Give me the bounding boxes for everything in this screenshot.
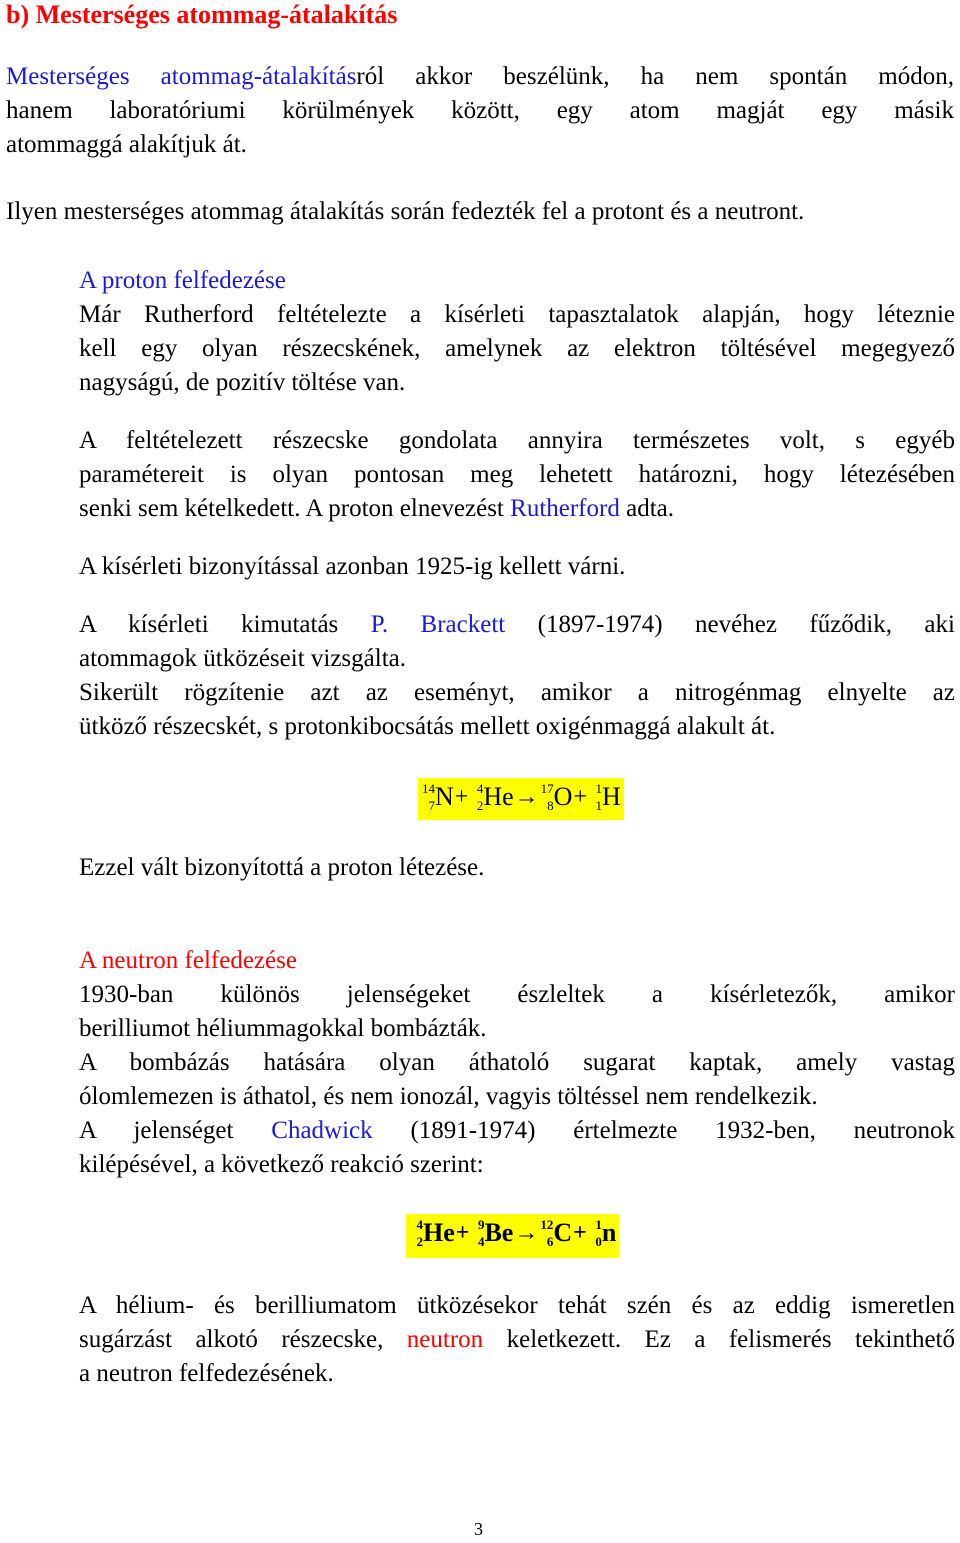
arrow-icon: → — [514, 784, 539, 810]
neutron-final-line-3: a neutron felfedezésének. — [79, 1360, 334, 1387]
proton-p4-line-1 — [79, 608, 955, 642]
o17-isotope-numbers: 17 8 — [540, 781, 554, 813]
brackett-name: P. Brackett — [370, 611, 506, 638]
proton-p2-line-1: A feltételezett részecske gondolata annyira természetes volt, s egyéb — [79, 427, 955, 454]
n14-isotope-numbers: 14 7 — [422, 781, 435, 813]
proton-conclusion: Ezzel vált bizonyítottá a proton létezése. — [79, 854, 485, 881]
intro-line-4: Ilyen mesterséges atommag átalakítás során fedezték fel a protont és a neutront. — [6, 198, 805, 225]
neutron-p2-line-1: A bombázás hatására olyan áthatoló sugarat kaptak, amely vastag — [79, 1049, 955, 1076]
oxygen-symbol: O — [553, 782, 573, 811]
c12-isotope-numbers: 12 6 — [540, 1217, 554, 1249]
neutron-final-text-b: keletkezett. Ez a felismerés tekinthető — [483, 1326, 955, 1353]
proton-p3: A kísérleti bizonyítással azonban 1925-ig kellett várni. — [79, 553, 626, 580]
neutron-term: neutron — [406, 1326, 484, 1353]
proton-p4-text-a: A kísérleti kimutatás — [79, 611, 371, 638]
neutron-p3-text-b: (1891-1974) értelmezte 1932-ben, neutronok — [372, 1117, 955, 1144]
plus-sign: + — [454, 784, 469, 810]
proton-p5-line-2: ütköző részecskét, s protonkibocsátás mellett oxigénmaggá alakult át. — [79, 713, 776, 740]
neutron-final-line-2 — [79, 1323, 955, 1357]
proton-p2-line-2: paramétereit is olyan pontosan meg lehetett határozni, hogy létezésében — [79, 461, 955, 488]
helium-symbol: He — [423, 1218, 455, 1247]
neutron-p3-text-a: A jelenséget — [79, 1117, 272, 1144]
hydrogen-symbol: H — [601, 782, 621, 811]
proton-p4-text-b: (1897-1974) nevéhez fűződik, aki — [505, 611, 955, 638]
rutherford-name: Rutherford — [510, 495, 620, 522]
page-number: 3 — [474, 1519, 483, 1539]
neutron-final-text-a: sugárzást alkotó részecske, — [79, 1326, 407, 1353]
plus-sign: + — [573, 784, 587, 810]
he4-isotope-numbers: 4 2 — [416, 1217, 423, 1249]
beryllium-symbol: Be — [484, 1218, 514, 1247]
intro-term: Mesterséges atommag-átalakítás — [6, 63, 357, 90]
neutron-p3-line-1 — [79, 1114, 955, 1148]
h1-isotope-numbers: 1 1 — [595, 781, 602, 813]
proton-p2-text-b: adta. — [619, 495, 674, 522]
proton-p2-text-a: senki sem kételkedett. A proton elnevezést — [79, 495, 511, 522]
carbon-symbol: C — [553, 1218, 573, 1247]
nitrogen-symbol: N — [435, 782, 454, 811]
intro-line-3: atommaggá alakítjuk át. — [6, 131, 247, 158]
plus-sign: + — [455, 1220, 470, 1246]
neutron-p1-line-1: 1930-ban különös jelenségeket észleltek a kísérletezők, amikor — [79, 981, 955, 1008]
chadwick-name: Chadwick — [271, 1117, 373, 1144]
intro-line-2: hanem laboratóriumi körülmények között, egy atom magját egy másik — [6, 97, 954, 124]
neutron-symbol: n — [601, 1218, 617, 1247]
neutron-title: A neutron felfedezése — [79, 947, 297, 974]
neutron-p1-line-2: berilliumot héliummagokkal bombázták. — [79, 1015, 487, 1042]
intro-text: ról akkor beszélünk, ha nem spontán módon, — [356, 63, 954, 90]
neutron-final-line-1: A hélium- és berilliumatom ütközésekor tehát szén és az eddig ismeretlen — [79, 1292, 955, 1319]
proton-title: A proton felfedezése — [79, 267, 286, 294]
proton-p1-line-2: kell egy olyan részecskének, amelynek az elektron töltésével megegyező — [79, 335, 955, 362]
helium-symbol: He — [483, 782, 514, 811]
proton-equation — [418, 778, 624, 820]
proton-p5-line-1: Sikerült rögzítenie azt az eseményt, amikor a nitrogénmag elnyelte az — [79, 679, 955, 706]
proton-p1-line-1: Már Rutherford feltételezte a kísérleti tapasztalatok alapján, hogy léteznie — [79, 301, 955, 328]
he4-isotope-numbers: 4 2 — [476, 781, 484, 813]
be9-isotope-numbers: 9 4 — [477, 1217, 485, 1249]
neutron-p2-line-2: ólomlemezen is áthatol, és nem ionozál, vagyis töltéssel nem rendelkezik. — [79, 1083, 818, 1110]
n1-isotope-numbers: 1 0 — [595, 1217, 602, 1249]
intro-line-1 — [6, 60, 954, 94]
proton-p2-line-3 — [79, 492, 674, 526]
proton-p4-line-2: atommagok ütközéseit vizsgálta. — [79, 645, 406, 672]
neutron-p3-line-2: kilépésével, a következő reakció szerint: — [79, 1151, 484, 1178]
arrow-icon: → — [514, 1220, 539, 1246]
neutron-equation — [406, 1214, 619, 1258]
proton-p1-line-3: nagyságú, de pozitív töltése van. — [79, 369, 406, 396]
section-heading: b) Mesterséges atommag-átalakítás — [6, 0, 398, 29]
plus-sign: + — [573, 1220, 587, 1246]
